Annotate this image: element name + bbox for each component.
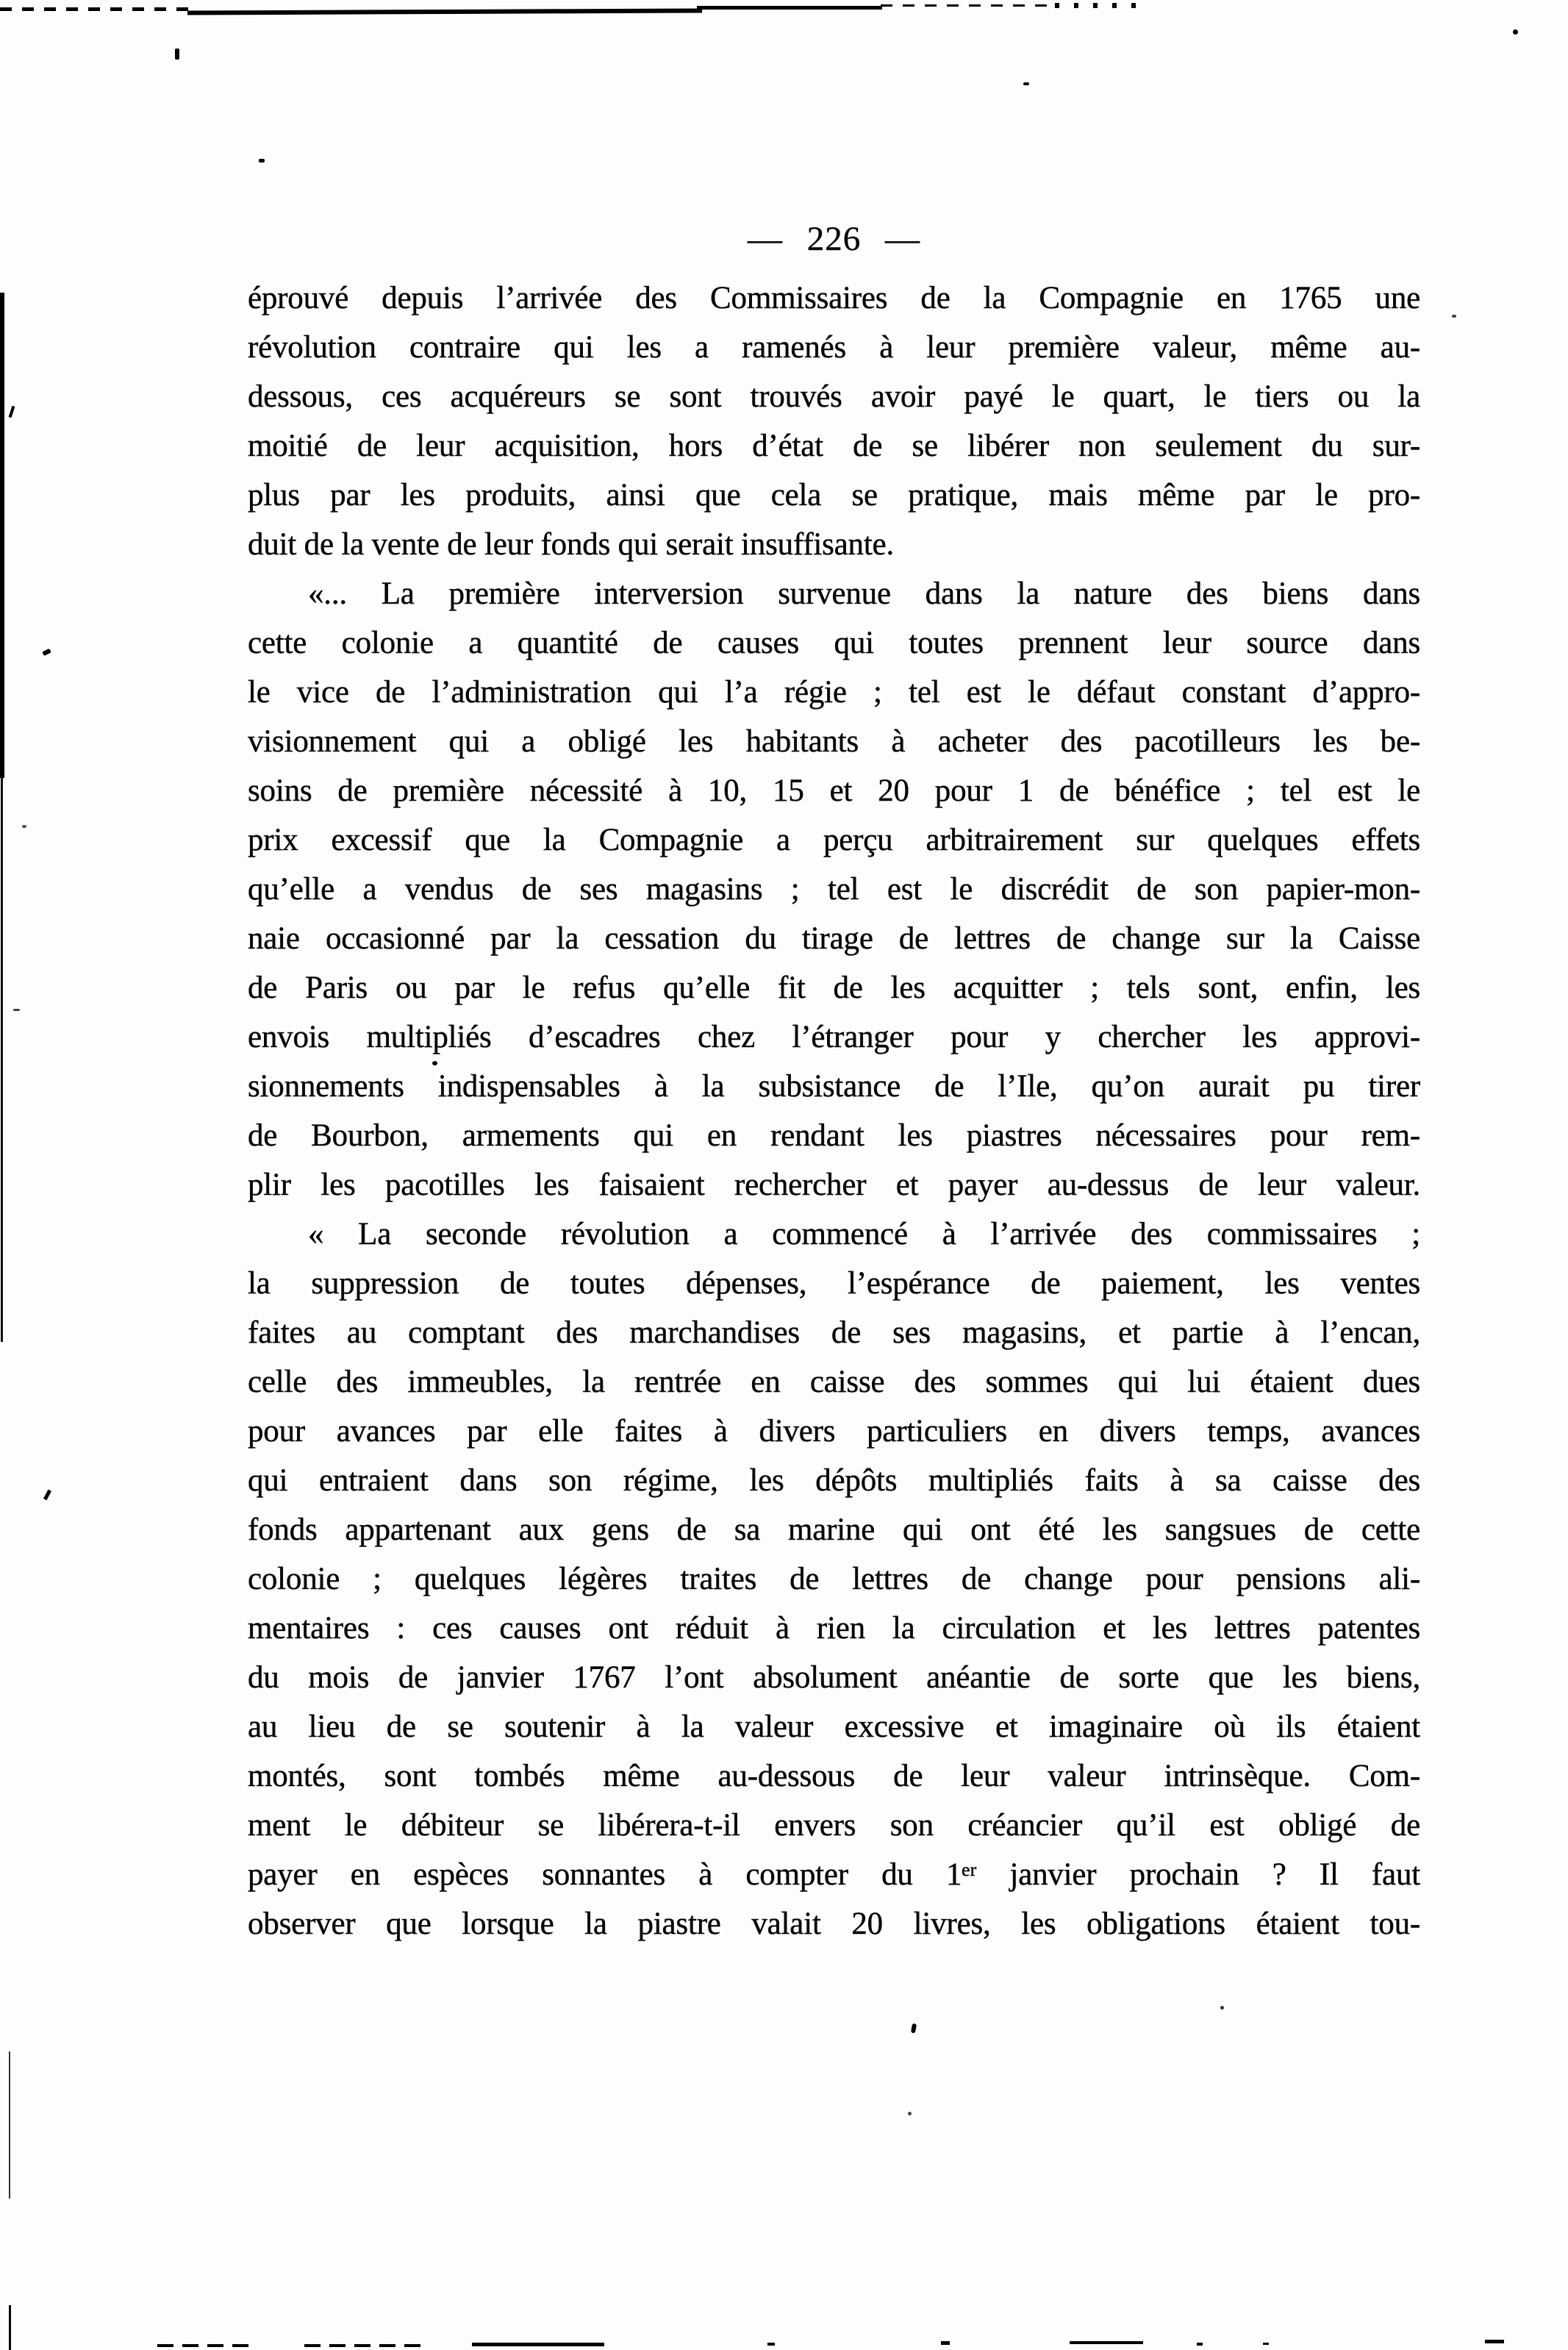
scan-speck [9, 406, 15, 418]
scan-bottom-dash [157, 2344, 248, 2347]
text-line: le vice de l’administration qui l’a régie ; tel est le défaut constant d’appro- [248, 675, 1420, 710]
text-line: plus par les produits, ainsi que cela se pratique, mais même par le pro- [248, 478, 1420, 512]
text-line: soins de première nécessité à 10, 15 et 20 pour 1 de bénéfice ; tel est le [248, 774, 1420, 808]
text-line: qui entraient dans son régime, les dépôts multipliés faits à sa caisse des [248, 1463, 1420, 1498]
text-line: plir les pacotilles les faisaient rechercher et payer au-dessus de leur valeur. [248, 1168, 1420, 1202]
text-line: dessous, ces acquéreurs se sont trouvés avoir payé le quart, le tiers ou la [248, 379, 1420, 414]
text-line: mentaires : ces causes ont réduit à rien la circulation et les lettres patentes [248, 1611, 1420, 1646]
scan-speck [43, 1490, 51, 1501]
text-line: naie occasionné par la cessation du tirage de lettres de change sur la Caisse [248, 921, 1420, 956]
text-line: faites au comptant des marchandises de ses magasins, et partie à l’encan, [248, 1315, 1420, 1350]
scan-bottom-dash [1070, 2341, 1143, 2344]
text-line: au lieu de se soutenir à la valeur excessive et imaginaire où ils étaient [248, 1710, 1420, 1744]
scan-speck [22, 825, 26, 828]
scan-speck [1513, 29, 1518, 35]
text-line: visionnement qui a obligé les habitants à acheter des pacotilleurs les be- [248, 724, 1420, 759]
text-line: de Bourbon, armements qui en rendant les piastres nécessaires pour rem- [248, 1118, 1420, 1153]
scan-bottom-dash [304, 2344, 426, 2347]
text-line: fonds appartenant aux gens de sa marine qui ont été les sangsues de cette [248, 1512, 1420, 1547]
text-line: «... La première interversion survenue dans la nature des biens dans [308, 576, 1420, 611]
scan-left-line [9, 2051, 10, 2199]
text-line: montés, sont tombés même au-dessous de leur valeur intrinsèque. Com- [248, 1759, 1420, 1793]
body-text [248, 274, 1420, 1949]
scan-left-line [1, 776, 3, 1342]
text-line: qu’elle a vendus de ses magasins ; tel est le discrédit de son papier-mon- [248, 872, 1420, 907]
page-number: — 226 — [748, 220, 920, 258]
scan-top-line [697, 6, 882, 10]
scan-top-line [187, 8, 702, 15]
text-line: ment le débiteur se libérera-t-il envers son créancier qu’il est obligé de [248, 1808, 1420, 1843]
scan-top-dashed-line [0, 7, 190, 11]
scan-speck [259, 159, 265, 162]
scan-speck [42, 649, 51, 656]
scan-bottom-dash [472, 2343, 604, 2346]
scan-speck [1452, 315, 1456, 318]
scan-left-line [0, 293, 4, 778]
scan-speck [13, 1009, 20, 1011]
text-line: éprouvé depuis l’arrivée des Commissaires de la Compagnie en 1765 une [248, 281, 1420, 315]
scan-bottom-dash [941, 2341, 950, 2345]
scan-speck [911, 2024, 917, 2034]
scan-bottom-dash [1197, 2343, 1203, 2346]
text-line: payer en espèces sonnantes à compter du 1ᵉʳ janvier prochain ? Il faut [248, 1857, 1420, 1892]
text-line: la suppression de toutes dépenses, l’espérance de paiement, les ventes [248, 1266, 1420, 1301]
scan-top-dashed-line [881, 4, 1051, 7]
text-line: « La seconde révolution a commencé à l’arrivée des commissaires ; [308, 1217, 1420, 1251]
text-line: prix excessif que la Compagnie a perçu arbitrairement sur quelques effets [248, 823, 1420, 857]
text-line: moitié de leur acquisition, hors d’état de se libérer non seulement du sur- [248, 429, 1420, 463]
scan-speck [1023, 82, 1029, 85]
scan-top-dashed-line [1055, 3, 1150, 8]
text-line: pour avances par elle faites à divers particuliers en divers temps, avances [248, 1414, 1420, 1449]
scan-speck [432, 1061, 437, 1065]
scan-bottom-dash [1263, 2343, 1269, 2345]
text-line: duit de la vente de leur fonds qui serait insuffisante. [248, 527, 895, 562]
text-line: observer que lorsque la piastre valait 20 livres, les obligations étaient tou- [248, 1907, 1420, 1941]
text-line: révolution contraire qui les a ramenés à leur première valeur, même au- [248, 330, 1420, 365]
scan-bottom-dash [767, 2343, 775, 2346]
text-line: celle des immeubles, la rentrée en caisse des sommes qui lui étaient dues [248, 1365, 1420, 1399]
text-line: colonie ; quelques légères traites de lettres de change pour pensions ali- [248, 1562, 1420, 1596]
scan-left-line [9, 2305, 11, 2350]
text-line: du mois de janvier 1767 l’ont absolument anéantie de sorte que les biens, [248, 1660, 1420, 1695]
text-line: de Paris ou par le refus qu’elle fit de les acquitter ; tels sont, enfin, les [248, 971, 1420, 1005]
scan-speck [908, 2112, 912, 2115]
scan-speck [1220, 2006, 1224, 2010]
scan-speck [175, 49, 179, 60]
text-line: envois multipliés d’escadres chez l’étranger pour y chercher les approvi- [248, 1020, 1420, 1054]
scan-bottom-dash [1485, 2340, 1504, 2343]
text-line: cette colonie a quantité de causes qui toutes prennent leur source dans [248, 626, 1420, 660]
text-line: sionnements indispensables à la subsistance de l’Ile, qu’on aurait pu tirer [248, 1069, 1420, 1104]
